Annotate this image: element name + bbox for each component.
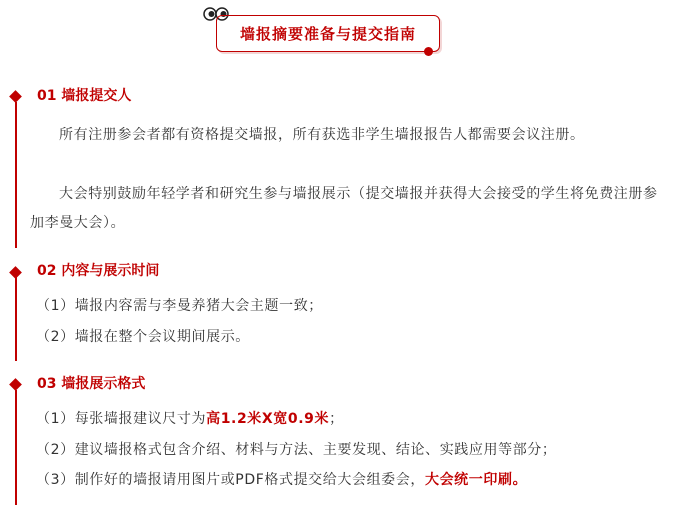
section-2-item-2: （2）墙报在整个会议期间展示。 <box>36 329 250 345</box>
section-3-item-2: （2）建议墙报格式包含介绍、材料与方法、主要发现、结论、实践应用等部分； <box>36 442 557 458</box>
section-1-paragraph-1: 所有注册参会者都有资格提交墙报，所有获选非学生墙报报告人都需要会议注册。 <box>59 127 585 143</box>
poster-size-highlight: 高1.2米X宽0.9米 <box>206 411 330 427</box>
section-3-item-3 <box>36 470 527 490</box>
page-title: 墙报摘要准备与提交指南 <box>239 25 416 43</box>
printing-highlight: 大会统一印刷。 <box>424 472 528 488</box>
section-2-diamond-icon <box>9 266 22 279</box>
title-dot-decoration <box>424 47 433 56</box>
section-3-item-3-prefix: （3）制作好的墙报请用图片或PDF格式提交给大会组委会， <box>36 472 425 488</box>
section-3-line <box>15 390 17 505</box>
section-3-heading: 03 墙报展示格式 <box>37 376 146 392</box>
section-2-heading: 02 内容与展示时间 <box>37 263 160 279</box>
section-1-diamond-icon <box>9 90 22 103</box>
section-2-line <box>15 277 17 361</box>
section-3-item-1-prefix: （1）每张墙报建议尺寸为 <box>36 411 207 427</box>
section-3-item-1 <box>36 409 344 429</box>
section-1-line <box>15 102 17 248</box>
section-2-item-1: （1）墙报内容需与李曼养猪大会主题一致； <box>36 298 323 314</box>
section-3-diamond-icon <box>9 378 22 391</box>
section-1-heading: 01 墙报提交人 <box>37 88 132 104</box>
section-3-item-1-suffix: ； <box>329 411 344 427</box>
section-1-paragraph-2: 大会特别鼓励年轻学者和研究生参与墙报展示（提交墙报并获得大会接受的学生将免费注册参加李曼大会）。 <box>30 186 658 231</box>
